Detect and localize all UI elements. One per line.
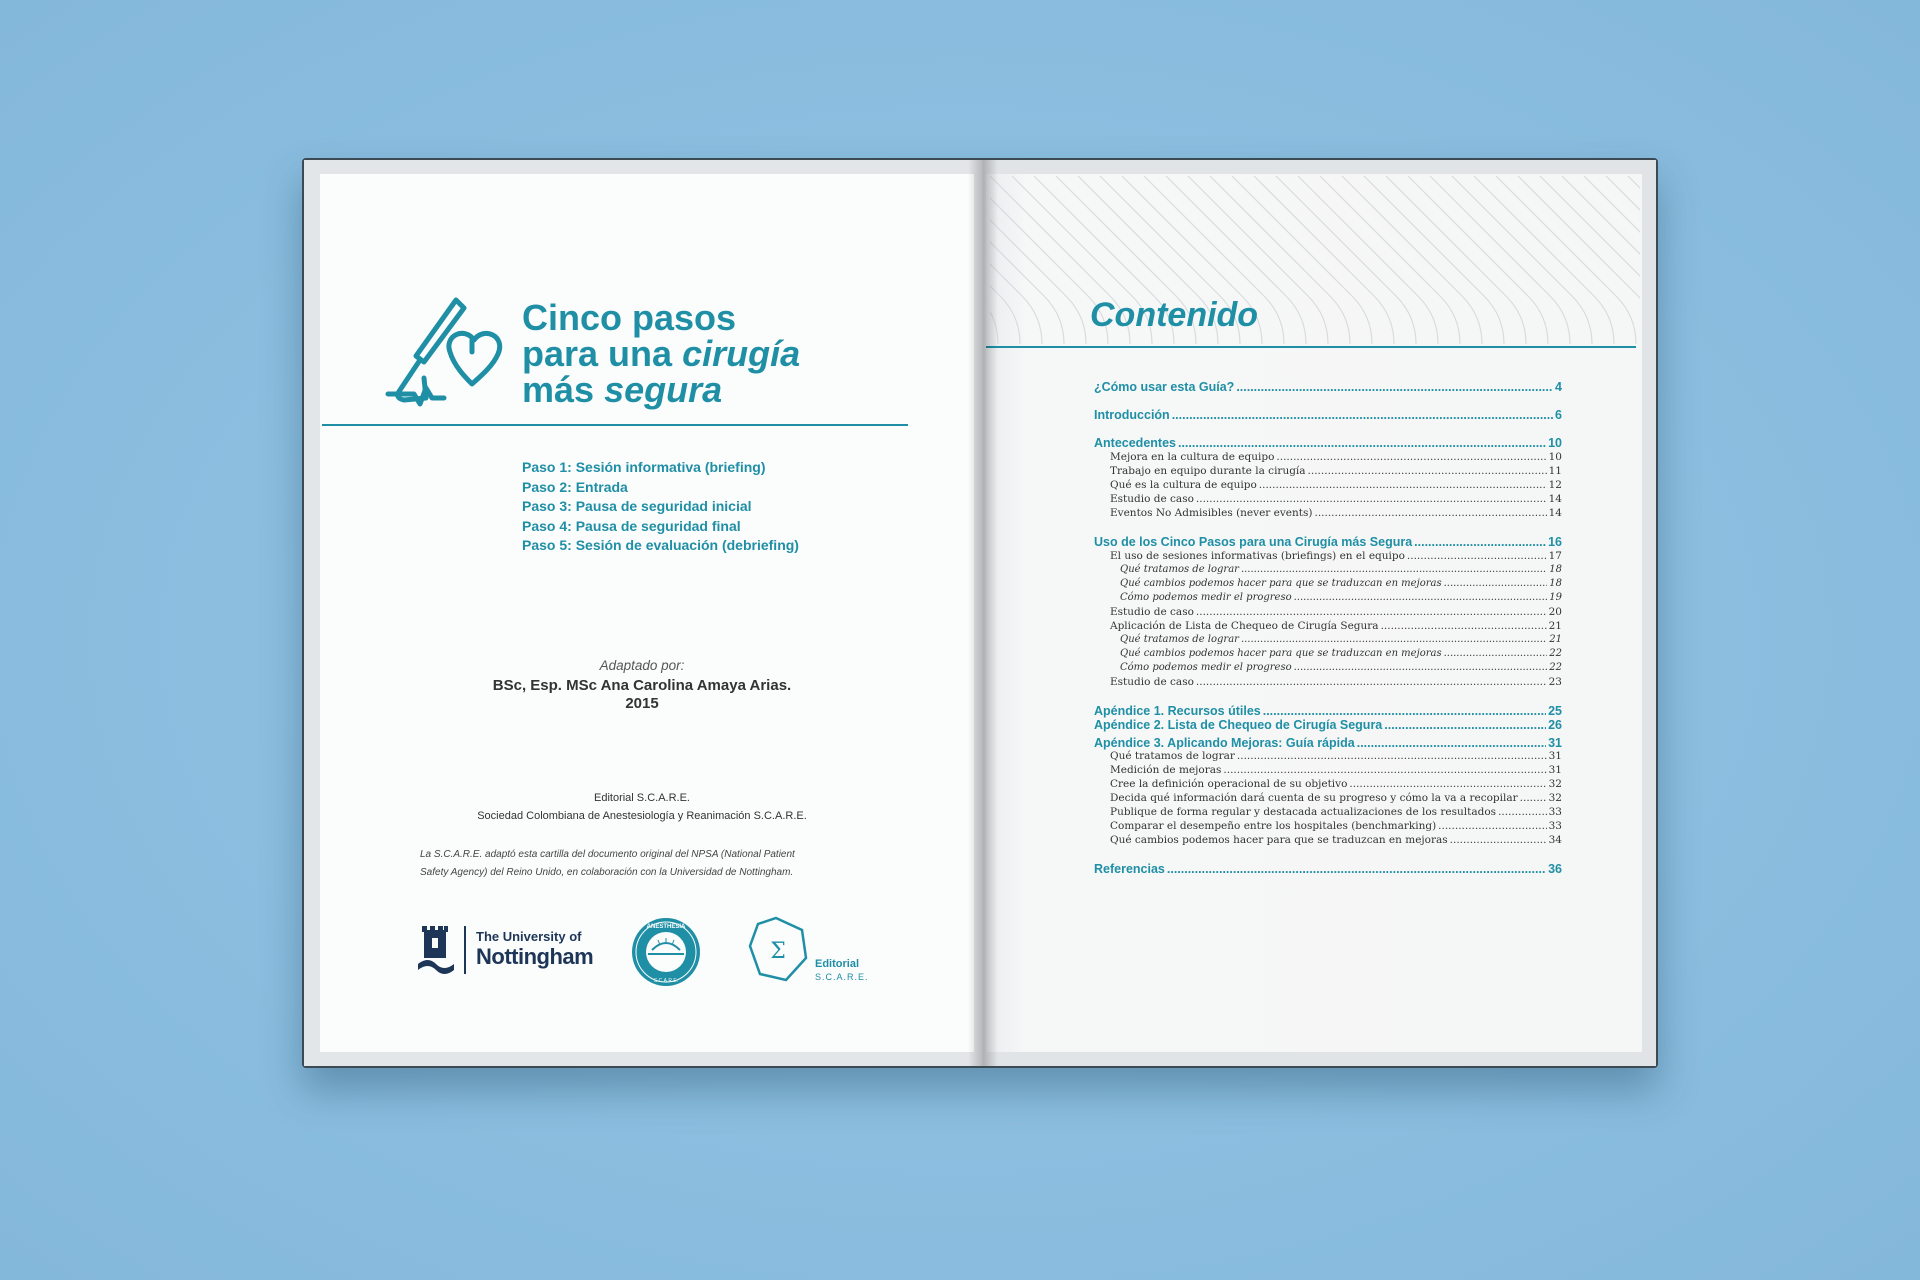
toc-entry-label: Estudio de caso bbox=[1110, 606, 1194, 618]
toc-entry[interactable] bbox=[1094, 564, 1562, 575]
toc-entry-leader bbox=[1308, 465, 1547, 477]
toc-entry-page: 34 bbox=[1548, 834, 1562, 846]
toc-entry[interactable] bbox=[1094, 704, 1562, 718]
toc-entry-leader bbox=[1384, 718, 1546, 732]
toc-entry[interactable] bbox=[1094, 620, 1562, 632]
toc-entry-label: Cómo podemos medir el progreso bbox=[1120, 592, 1292, 603]
toc-entry[interactable] bbox=[1094, 792, 1562, 804]
title-line-2-part-b: cirugía bbox=[682, 333, 801, 374]
toc-entry-page: 19 bbox=[1549, 592, 1562, 603]
nottingham-line-2: Nottingham bbox=[476, 944, 594, 969]
title-line-1: Cinco pasos bbox=[522, 297, 737, 338]
toc-entry-label: Cree la definición operacional de su objetivo bbox=[1110, 778, 1348, 790]
toc-entry-page: 17 bbox=[1548, 550, 1562, 562]
toc-entry[interactable] bbox=[1094, 718, 1562, 732]
note-line-2: Safety Agency) del Reino Unido, en colaboración con la Universidad de Nottingham. bbox=[420, 867, 794, 878]
toc-entry-leader bbox=[1178, 436, 1546, 450]
toc-entry[interactable] bbox=[1094, 380, 1562, 394]
toc-entry-label: Decida qué información dará cuenta de su progreso y cómo la va a recopilar bbox=[1110, 792, 1518, 804]
toc-entry-label: Aplicación de Lista de Chequeo de Cirugía Segura bbox=[1110, 620, 1379, 632]
toc-entry-label: Qué tratamos de lograr bbox=[1110, 750, 1235, 762]
toc-entry-leader bbox=[1357, 736, 1546, 750]
toc-entry-page: 18 bbox=[1549, 578, 1562, 589]
toc-entry[interactable] bbox=[1094, 408, 1562, 422]
toc-entry-leader bbox=[1444, 648, 1548, 659]
adapted-label: Adaptado por: bbox=[599, 658, 685, 673]
toc-entry[interactable] bbox=[1094, 578, 1562, 589]
toc-entry-page: 14 bbox=[1548, 493, 1562, 505]
toc-entry[interactable] bbox=[1094, 535, 1562, 549]
step-2: Paso 2: Entrada bbox=[522, 478, 628, 495]
toc-entry-leader bbox=[1438, 820, 1546, 832]
toc-entry-label: El uso de sesiones informativas (briefings) en el equipo bbox=[1110, 550, 1405, 562]
toc-entry-page: 10 bbox=[1548, 451, 1562, 463]
pattern-line bbox=[1606, 176, 1640, 344]
adapted-author: BSc, Esp. MSc Ana Carolina Amaya Arias. bbox=[492, 677, 792, 694]
toc-entry-label: Apéndice 1. Recursos útiles bbox=[1094, 704, 1261, 718]
toc-entry-label: Apéndice 2. Lista de Chequeo de Cirugía Segura bbox=[1094, 718, 1383, 732]
toc-entry-leader bbox=[1236, 380, 1553, 394]
toc-entry-page: 6 bbox=[1555, 408, 1562, 422]
toc-entry-page: 31 bbox=[1548, 736, 1562, 750]
toc-entry-page: 21 bbox=[1548, 620, 1562, 632]
editorial-name: Editorial S.C.A.R.E. bbox=[594, 792, 690, 804]
pattern-line bbox=[1628, 176, 1640, 344]
toc-entry-leader bbox=[1172, 408, 1553, 422]
main-title bbox=[522, 297, 862, 410]
title-line-2 bbox=[522, 333, 862, 374]
toc-entry-label: ¿Cómo usar esta Guía? bbox=[1094, 380, 1235, 394]
adapted-year: 2015 bbox=[625, 695, 659, 712]
step-3: Paso 3: Pausa de seguridad inicial bbox=[522, 498, 752, 514]
book-gutter-shadow bbox=[968, 160, 998, 1066]
toc-entry-leader bbox=[1294, 662, 1548, 673]
title-line-3 bbox=[522, 369, 862, 410]
seal-top-text: ANESTHESIA bbox=[646, 924, 686, 930]
toc-entry-page: 22 bbox=[1549, 662, 1562, 673]
toc-entry-page: 31 bbox=[1548, 764, 1562, 776]
toc-entry-page: 20 bbox=[1548, 606, 1562, 618]
toc-entry-page: 33 bbox=[1548, 820, 1562, 832]
step-4: Paso 4: Pausa de seguridad final bbox=[522, 517, 741, 534]
toc-entry[interactable] bbox=[1094, 479, 1562, 491]
toc-entry-label: Trabajo en equipo durante la cirugía bbox=[1110, 465, 1306, 477]
toc-entry-page: 22 bbox=[1549, 648, 1562, 659]
toc-entry-label: Cómo podemos medir el progreso bbox=[1120, 662, 1292, 673]
toc-entry-label: Referencias bbox=[1094, 862, 1165, 876]
toc-entry-label: Uso de los Cinco Pasos para una Cirugía más Segura bbox=[1094, 535, 1413, 549]
toc-entry[interactable] bbox=[1094, 778, 1562, 790]
toc-entry-leader bbox=[1314, 507, 1546, 519]
toc-entry-page: 23 bbox=[1548, 676, 1562, 688]
toc-entry-leader bbox=[1407, 550, 1547, 562]
toc-entry-leader bbox=[1196, 606, 1547, 618]
toc-entry[interactable] bbox=[1094, 676, 1562, 688]
toc-entry[interactable] bbox=[1094, 634, 1562, 645]
toc-entry-leader bbox=[1498, 806, 1547, 818]
toc-entry-page: 32 bbox=[1548, 778, 1562, 790]
note-line-1: La S.C.A.R.E. adaptó esta cartilla del documento original del NPSA (National Patient bbox=[420, 849, 795, 860]
toc-entry-label: Estudio de caso bbox=[1110, 493, 1194, 505]
toc-entry-page: 31 bbox=[1548, 750, 1562, 762]
toc-entry[interactable] bbox=[1094, 592, 1562, 603]
step-5: Paso 5: Sesión de evaluación (debriefing) bbox=[522, 537, 799, 553]
toc-entry-label: Introducción bbox=[1094, 408, 1170, 422]
toc-divider bbox=[986, 346, 1636, 348]
toc-entry-page: 36 bbox=[1548, 862, 1562, 876]
toc-entry-leader bbox=[1444, 578, 1548, 589]
toc-entry-leader bbox=[1276, 451, 1546, 463]
title-line-2-part-a: para una bbox=[522, 333, 683, 374]
toc-entry-leader bbox=[1196, 676, 1547, 688]
toc-entry-label: Qué cambios podemos hacer para que se traduzcan en mejoras bbox=[1120, 648, 1442, 659]
step-1: Paso 1: Sesión informativa (briefing) bbox=[522, 459, 766, 475]
toc-entry-label: Mejora en la cultura de equipo bbox=[1110, 451, 1275, 463]
toc-entry-leader bbox=[1241, 564, 1547, 575]
toc-entry-page: 26 bbox=[1548, 718, 1562, 732]
pattern-line bbox=[990, 176, 1064, 344]
sigma-symbol: Σ bbox=[770, 939, 786, 964]
toc-entry-leader bbox=[1349, 778, 1546, 790]
toc-entry[interactable] bbox=[1094, 862, 1562, 876]
toc-entry[interactable] bbox=[1094, 550, 1562, 562]
toc-entry-label: Antecedentes bbox=[1094, 436, 1176, 450]
toc-entry-leader bbox=[1263, 704, 1546, 718]
toc-entry[interactable] bbox=[1094, 648, 1562, 659]
toc-entry[interactable] bbox=[1094, 493, 1562, 505]
toc-entry[interactable] bbox=[1094, 806, 1562, 818]
toc-entry[interactable] bbox=[1094, 736, 1562, 750]
toc-entry-label: Qué cambios podemos hacer para que se traduzcan en mejoras bbox=[1120, 578, 1442, 589]
society-name: Sociedad Colombiana de Anestesiología y Reanimación S.C.A.R.E. bbox=[477, 810, 807, 822]
steps-list bbox=[522, 458, 799, 556]
toc-entry[interactable] bbox=[1094, 834, 1562, 846]
toc-entry-page: 21 bbox=[1549, 634, 1562, 645]
toc-entry[interactable] bbox=[1094, 507, 1562, 519]
toc-entry-leader bbox=[1223, 764, 1546, 776]
scare-logo-line-1: Editorial bbox=[815, 958, 860, 970]
scare-logo-line-2: S.C.A.R.E. bbox=[815, 972, 869, 982]
pattern-line bbox=[1540, 176, 1640, 344]
toc-entry[interactable] bbox=[1094, 451, 1562, 463]
scalpel-heart-icon bbox=[384, 294, 514, 412]
toc-entry-leader bbox=[1167, 862, 1546, 876]
pattern-line bbox=[1562, 176, 1640, 344]
toc-entry-page: 14 bbox=[1548, 507, 1562, 519]
toc-entry-leader bbox=[1237, 750, 1547, 762]
toc-entry-leader bbox=[1450, 834, 1547, 846]
toc-entry-label: Qué cambios podemos hacer para que se traduzcan en mejoras bbox=[1110, 834, 1448, 846]
diagonal-line-pattern bbox=[990, 176, 1640, 344]
title-divider bbox=[322, 424, 908, 426]
toc-entry-label: Eventos No Admisibles (never events) bbox=[1110, 507, 1313, 519]
toc-entry-leader bbox=[1241, 634, 1547, 645]
toc-entry[interactable] bbox=[1094, 662, 1562, 673]
title-line-3-part-a: más bbox=[522, 369, 605, 410]
toc-entry-leader bbox=[1414, 535, 1546, 549]
toc-entry-label: Publique de forma regular y destacada actualizaciones de los resultados bbox=[1110, 806, 1497, 818]
toc-entry-leader bbox=[1294, 592, 1548, 603]
anesthesia-seal-logo bbox=[630, 916, 702, 988]
toc-entry-label: Estudio de caso bbox=[1110, 676, 1194, 688]
toc-entry[interactable] bbox=[1094, 764, 1562, 776]
toc-entry-page: 18 bbox=[1549, 564, 1562, 575]
toc-entry[interactable] bbox=[1094, 436, 1562, 450]
toc-entry-label: Apéndice 3. Aplicando Mejoras: Guía rápida bbox=[1094, 736, 1355, 750]
toc-entry-page: 25 bbox=[1548, 704, 1562, 718]
toc-entry-label: Qué tratamos de lograr bbox=[1120, 634, 1239, 645]
toc-entry-page: 12 bbox=[1548, 479, 1562, 491]
toc-entry-page: 32 bbox=[1548, 792, 1562, 804]
toc-entry[interactable] bbox=[1094, 465, 1562, 477]
toc-entry-label: Qué tratamos de lograr bbox=[1120, 564, 1239, 575]
toc-entry-leader bbox=[1196, 493, 1547, 505]
toc-entry-leader bbox=[1381, 620, 1547, 632]
toc-entry-page: 10 bbox=[1548, 436, 1562, 450]
toc-entry[interactable] bbox=[1094, 606, 1562, 618]
toc-entry-page: 33 bbox=[1548, 806, 1562, 818]
adaptation-note bbox=[420, 846, 890, 882]
seal-bottom-text: S.C.A.R.E. bbox=[653, 978, 679, 984]
toc-entry-leader bbox=[1520, 792, 1547, 804]
toc-entry-label: Medición de mejoras bbox=[1110, 764, 1222, 776]
toc-entry-page: 11 bbox=[1548, 465, 1562, 477]
toc-entry-leader bbox=[1259, 479, 1547, 491]
toc-entry-label: Qué es la cultura de equipo bbox=[1110, 479, 1257, 491]
toc-entry[interactable] bbox=[1094, 820, 1562, 832]
toc-heading: Contenido bbox=[1090, 296, 1259, 334]
scare-editorial-logo bbox=[746, 914, 866, 994]
toc-entry-page: 4 bbox=[1555, 380, 1562, 394]
toc-entry-page: 16 bbox=[1548, 535, 1562, 549]
nottingham-line-1: The University of bbox=[476, 929, 582, 944]
title-line-3-part-b: segura bbox=[604, 369, 723, 410]
toc-entry-label: Comparar el desempeño entre los hospitales (benchmarking) bbox=[1110, 820, 1437, 832]
toc-entry[interactable] bbox=[1094, 750, 1562, 762]
